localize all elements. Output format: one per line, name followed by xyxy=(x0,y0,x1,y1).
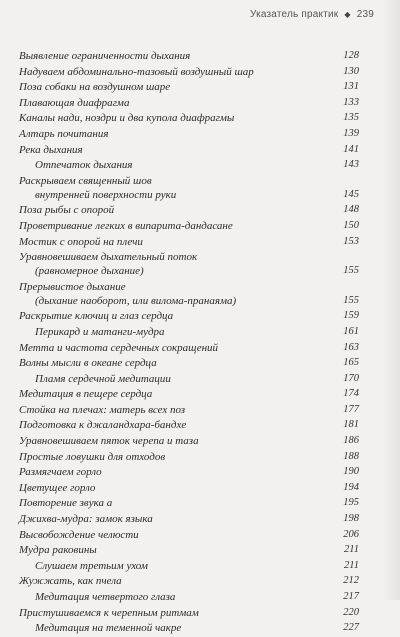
entry-title-line: Волны мысли в океане сердца xyxy=(19,357,157,370)
entry-page-number: 190 xyxy=(343,466,359,478)
entry-page-number: 139 xyxy=(343,127,359,139)
entry-title xyxy=(19,450,165,464)
entry-page-number: 135 xyxy=(343,112,359,124)
entry-title-line: Медитация в пещере сердца xyxy=(19,388,153,401)
entry-page-number: 177 xyxy=(343,403,359,415)
entry-title xyxy=(19,309,173,323)
entry-title-line: Повторение звука а xyxy=(19,497,113,510)
entry-title-line: Жужжать, как пчела xyxy=(19,575,122,588)
entry-title xyxy=(19,143,83,157)
index-entry xyxy=(19,450,359,464)
entry-title-line: Пристушиваемся к черепным ритмам xyxy=(19,606,199,619)
entry-page-number: 186 xyxy=(343,435,359,447)
index-entry xyxy=(19,143,359,157)
index-entry xyxy=(19,174,359,202)
header-title: Указатель практик xyxy=(249,9,339,20)
index-entry xyxy=(19,158,359,172)
entry-title xyxy=(19,559,148,573)
entry-title-line: Прерывистое дыхание xyxy=(19,280,126,293)
practice-index-list xyxy=(19,49,359,637)
entry-title-continuation: (дыхание наоборот, или вилома-пранаяма) xyxy=(35,294,237,307)
entry-title xyxy=(19,465,102,479)
entry-title-line: Поза рыбы с опорой xyxy=(19,204,115,217)
index-entry xyxy=(19,203,359,217)
entry-title-line: Мостик с опорой на плечи xyxy=(19,235,143,248)
entry-title-line: Поза собаки на воздушном шаре xyxy=(19,81,171,94)
entry-page-number: 159 xyxy=(343,310,359,322)
index-entry xyxy=(19,465,359,479)
entry-page-number: 212 xyxy=(343,575,359,587)
entry-title xyxy=(19,280,236,308)
index-entry xyxy=(19,372,359,386)
entry-title-line: Мудра раковины xyxy=(19,544,97,557)
entry-title xyxy=(19,325,165,339)
entry-title xyxy=(19,203,114,217)
entry-title xyxy=(19,158,133,172)
entry-page-number: 150 xyxy=(343,219,359,231)
entry-title-line: Размягчаем горло xyxy=(19,466,102,479)
index-entry xyxy=(19,65,359,79)
entry-page-number: 217 xyxy=(343,591,359,602)
entry-title-line: Плавающая диафрагма xyxy=(19,96,130,109)
entry-page-number: 145 xyxy=(343,188,359,200)
entry-title-line: Метта и частота сердечных сокращений xyxy=(19,341,219,354)
index-entry xyxy=(19,325,359,339)
entry-page-number: 130 xyxy=(343,65,359,77)
entry-title xyxy=(19,235,143,249)
index-entry xyxy=(19,250,359,278)
entry-title-line: Раскрываем священный шов xyxy=(19,174,152,187)
entry-title-continuation: (равномерное дыхание) xyxy=(35,265,144,278)
index-entry xyxy=(19,356,359,370)
index-entry xyxy=(19,481,359,495)
entry-page-number: 174 xyxy=(343,388,359,400)
entry-page-number: 220 xyxy=(343,606,359,618)
entry-page-number: 153 xyxy=(343,235,359,247)
index-entry xyxy=(19,512,359,526)
index-entry xyxy=(19,606,359,620)
entry-title xyxy=(19,174,176,202)
entry-title-line: Уравновешиваем пяток черепа и таза xyxy=(19,435,199,448)
entry-title-line: Раскрытие ключиц и глаз сердца xyxy=(19,310,174,323)
entry-page-number: 181 xyxy=(343,419,359,431)
index-entry xyxy=(19,590,359,604)
entry-title-line: Медитация на теменной чакре xyxy=(35,622,182,635)
entry-title xyxy=(19,387,152,401)
entry-title-line: Джихва-мудра: замок языка xyxy=(19,513,153,526)
entry-title-line: Простые ловушки для отходов xyxy=(19,450,166,463)
index-entry xyxy=(19,418,359,432)
entry-title-line: Стойка на плечах: матерь всех поз xyxy=(19,403,186,416)
entry-title-line: Подготовка к джаландхара-бандхе xyxy=(19,419,187,432)
entry-title-line: Алтарь почитания xyxy=(19,127,109,140)
entry-title xyxy=(19,127,108,141)
entry-title-line: Перикард и матанги-мудра xyxy=(35,325,165,338)
entry-title xyxy=(19,590,175,604)
entry-page-number: 155 xyxy=(343,265,359,277)
entry-page-number: 195 xyxy=(343,497,359,509)
entry-title xyxy=(19,481,95,495)
entry-title xyxy=(19,543,97,557)
index-entry xyxy=(19,127,359,141)
entry-page-number: 161 xyxy=(343,325,359,337)
index-entry xyxy=(19,403,359,417)
index-entry xyxy=(19,309,359,323)
index-entry xyxy=(19,621,359,635)
entry-page-number: 163 xyxy=(343,341,359,353)
entry-title-line: Река дыхания xyxy=(19,143,83,156)
entry-title xyxy=(19,49,190,63)
entry-page-number: 141 xyxy=(343,143,359,155)
entry-page-number: 206 xyxy=(343,528,359,540)
entry-title-line: Пламя сердечной медитации xyxy=(35,372,171,385)
index-entry xyxy=(19,528,359,542)
entry-title-continuation: внутренней поверхности руки xyxy=(35,188,177,201)
entry-page-number: 165 xyxy=(343,357,359,369)
entry-page-number: 128 xyxy=(343,50,359,61)
entry-title xyxy=(19,250,197,278)
entry-page-number: 211 xyxy=(344,544,359,556)
entry-page-number: 143 xyxy=(343,159,359,171)
index-entry xyxy=(19,574,359,588)
entry-title xyxy=(19,372,171,386)
entry-page-number: 170 xyxy=(343,372,359,384)
entry-page-number: 131 xyxy=(343,81,359,93)
entry-title xyxy=(19,65,254,79)
index-entry xyxy=(19,434,359,448)
entry-page-number: 211 xyxy=(344,559,359,571)
entry-title-line: Выявление ограниченности дыхания xyxy=(19,50,191,62)
entry-title xyxy=(19,512,153,526)
index-entry xyxy=(19,387,359,401)
bullet-separator-icon: ◆ xyxy=(344,10,351,19)
entry-title-line: Проветривание легких в випарита-дандасане xyxy=(19,219,233,232)
entry-title xyxy=(19,80,170,94)
entry-title-line: Цветущее горло xyxy=(19,481,96,494)
index-entry xyxy=(19,219,359,233)
entry-title xyxy=(19,496,112,510)
header-page-number: 239 xyxy=(356,9,374,20)
index-entry xyxy=(19,543,359,557)
index-entry xyxy=(19,96,359,110)
entry-title xyxy=(19,621,181,635)
index-entry xyxy=(19,559,359,573)
entry-title xyxy=(19,528,139,542)
entry-title xyxy=(19,403,185,417)
entry-page-number: 155 xyxy=(343,294,359,306)
entry-title-line: Слушаем третьим ухом xyxy=(35,559,148,572)
entry-title-line: Надуваем абдоминально-тазовый воздушный шар xyxy=(19,65,254,78)
entry-page-number: 188 xyxy=(343,450,359,462)
entry-title xyxy=(19,356,157,370)
index-entry xyxy=(19,80,359,94)
entry-title-line: Медитация четвертого глаза xyxy=(35,591,176,603)
entry-title xyxy=(19,418,186,432)
entry-title-line: Отпечаток дыхания xyxy=(35,159,133,172)
index-entry xyxy=(19,235,359,249)
entry-title-line: Каналы нади, ноздри и два купола диафрагмы xyxy=(19,112,235,125)
entry-title xyxy=(19,219,233,233)
entry-title xyxy=(19,96,129,110)
index-entry xyxy=(19,111,359,125)
running-header xyxy=(250,9,374,20)
entry-title xyxy=(19,606,199,620)
entry-title xyxy=(19,111,234,125)
entry-page-number: 148 xyxy=(343,204,359,216)
entry-title-line: Высвобождение челюсти xyxy=(19,528,139,541)
page-edge-shadow xyxy=(382,0,400,600)
entry-page-number: 133 xyxy=(343,96,359,108)
entry-title xyxy=(19,341,218,355)
index-entry xyxy=(19,49,359,63)
index-entry xyxy=(19,341,359,355)
index-entry xyxy=(19,496,359,510)
index-entry xyxy=(19,280,359,308)
entry-title xyxy=(19,574,122,588)
entry-page-number: 227 xyxy=(343,622,359,634)
entry-title xyxy=(19,434,199,448)
entry-page-number: 198 xyxy=(343,513,359,525)
entry-title-line: Уравновешиваем дыхательный поток xyxy=(19,251,198,264)
entry-page-number: 194 xyxy=(343,481,359,493)
